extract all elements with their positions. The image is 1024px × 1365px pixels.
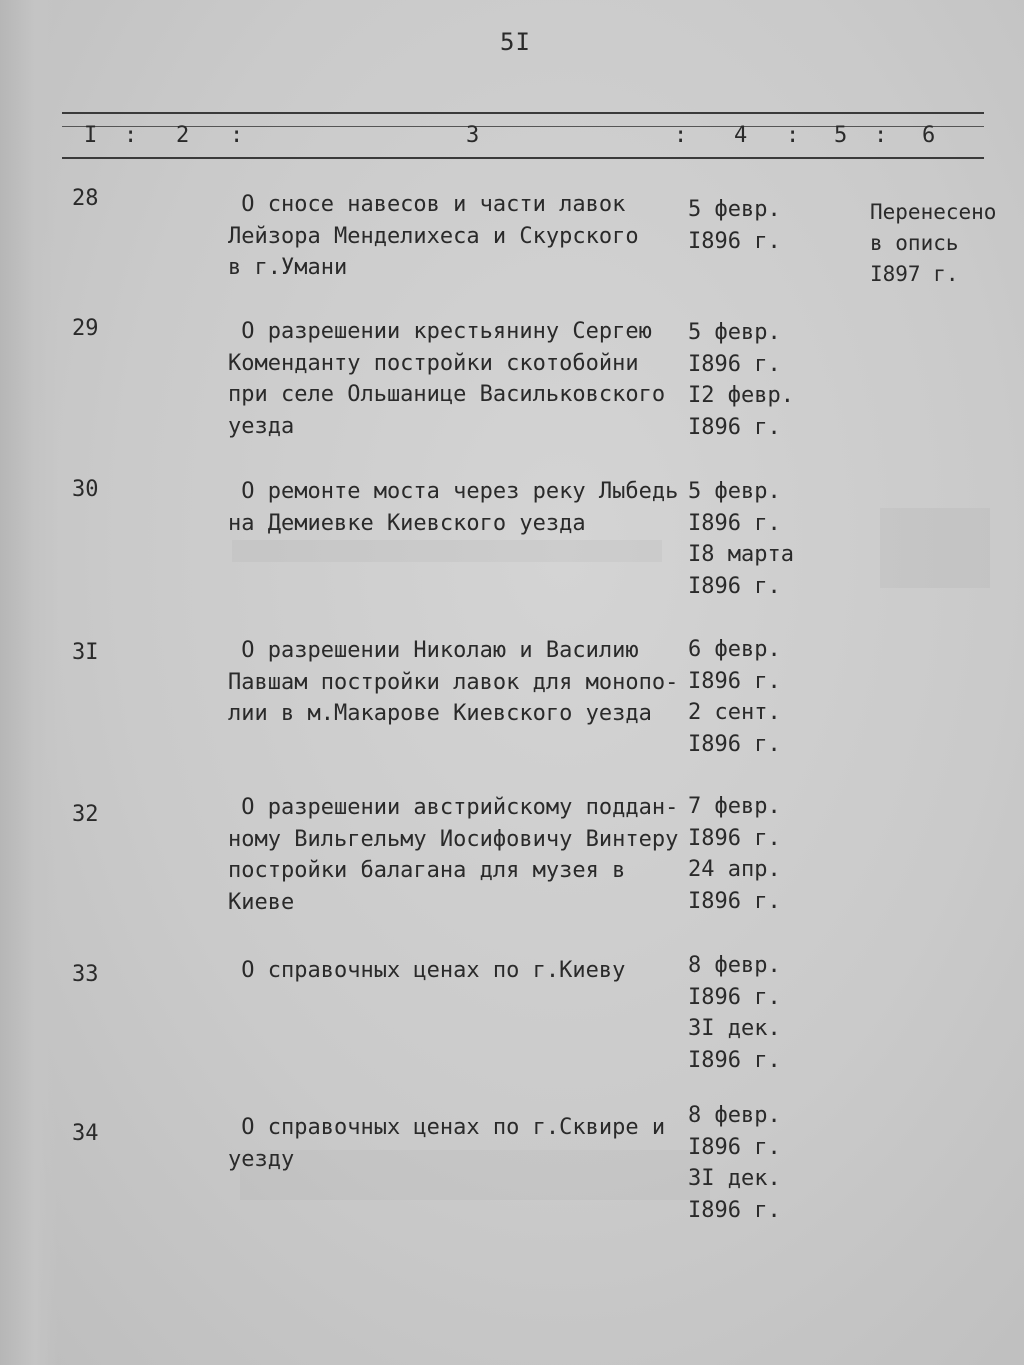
header-col-6: 6 bbox=[922, 123, 936, 148]
header-top-rule bbox=[62, 112, 984, 114]
entry-number: 34 bbox=[72, 1121, 99, 1146]
entry-number: 29 bbox=[72, 316, 99, 341]
page-binding-edge bbox=[0, 0, 58, 1365]
header-col-3: 3 bbox=[466, 123, 480, 148]
entry-dates: 5 февр. I896 г. I2 февр. I896 г. bbox=[688, 320, 794, 440]
entry-title: О ремонте моста через реку Лыбедь на Демиевке Киевского уезда bbox=[228, 479, 679, 536]
header-separator: : bbox=[124, 123, 138, 148]
header-bottom-rule bbox=[62, 157, 984, 159]
header-separator: : bbox=[230, 123, 244, 148]
entry-title: О разрешении Николаю и Василию Павшам постройки лавок для монопо- лии в м.Макарове Киевского уезда bbox=[228, 638, 679, 726]
entry-dates: 5 февр. I896 г. I8 марта I896 г. bbox=[688, 479, 794, 599]
entry-title: О разрешении крестьянину Сергею Коменданту постройки скотобойни при селе Ольшанице Васильковского уезда bbox=[228, 319, 666, 439]
header-separator: : bbox=[674, 123, 688, 148]
entry-dates: 6 февр. I896 г. 2 сент. I896 г. bbox=[688, 637, 781, 757]
page-number: 5I bbox=[500, 28, 531, 56]
header-separator: : bbox=[786, 123, 800, 148]
entry-title: О сносе навесов и части лавок Лейзора Менделихеса и Скурского в г.Умани bbox=[228, 192, 639, 280]
entry-title: О справочных ценах по г.Киеву bbox=[228, 958, 626, 983]
entry-dates: 8 февр. I896 г. 3I дек. I896 г. bbox=[688, 953, 781, 1073]
entry-dates: 8 февр. I896 г. 3I дек. I896 г. bbox=[688, 1103, 781, 1223]
header-col-1: I bbox=[84, 123, 98, 148]
header-col-5: 5 bbox=[834, 123, 848, 148]
entry-number: 33 bbox=[72, 962, 99, 987]
show-through-smudge bbox=[232, 540, 662, 562]
entry-dates: 7 февр. I896 г. 24 апр. I896 г. bbox=[688, 794, 781, 914]
entry-number: 28 bbox=[72, 186, 99, 211]
header-separator: : bbox=[874, 123, 888, 148]
entry-title: О разрешении австрийскому поддан- ному Вильгельму Иосифовичу Винтеру постройки балагана для музея в Киеве bbox=[228, 795, 679, 915]
entry-number: 32 bbox=[72, 802, 99, 827]
header-col-2: 2 bbox=[176, 123, 190, 148]
show-through-smudge bbox=[880, 508, 990, 588]
entry-note: Перенесено в опись I897 г. bbox=[870, 200, 997, 286]
entry-number: 3I bbox=[72, 640, 99, 665]
header-col-4: 4 bbox=[734, 123, 748, 148]
entry-dates: 5 февр. I896 г. bbox=[688, 197, 781, 254]
entry-title: О справочных ценах по г.Сквире и уезду bbox=[228, 1115, 666, 1172]
entry-number: 30 bbox=[72, 477, 99, 502]
